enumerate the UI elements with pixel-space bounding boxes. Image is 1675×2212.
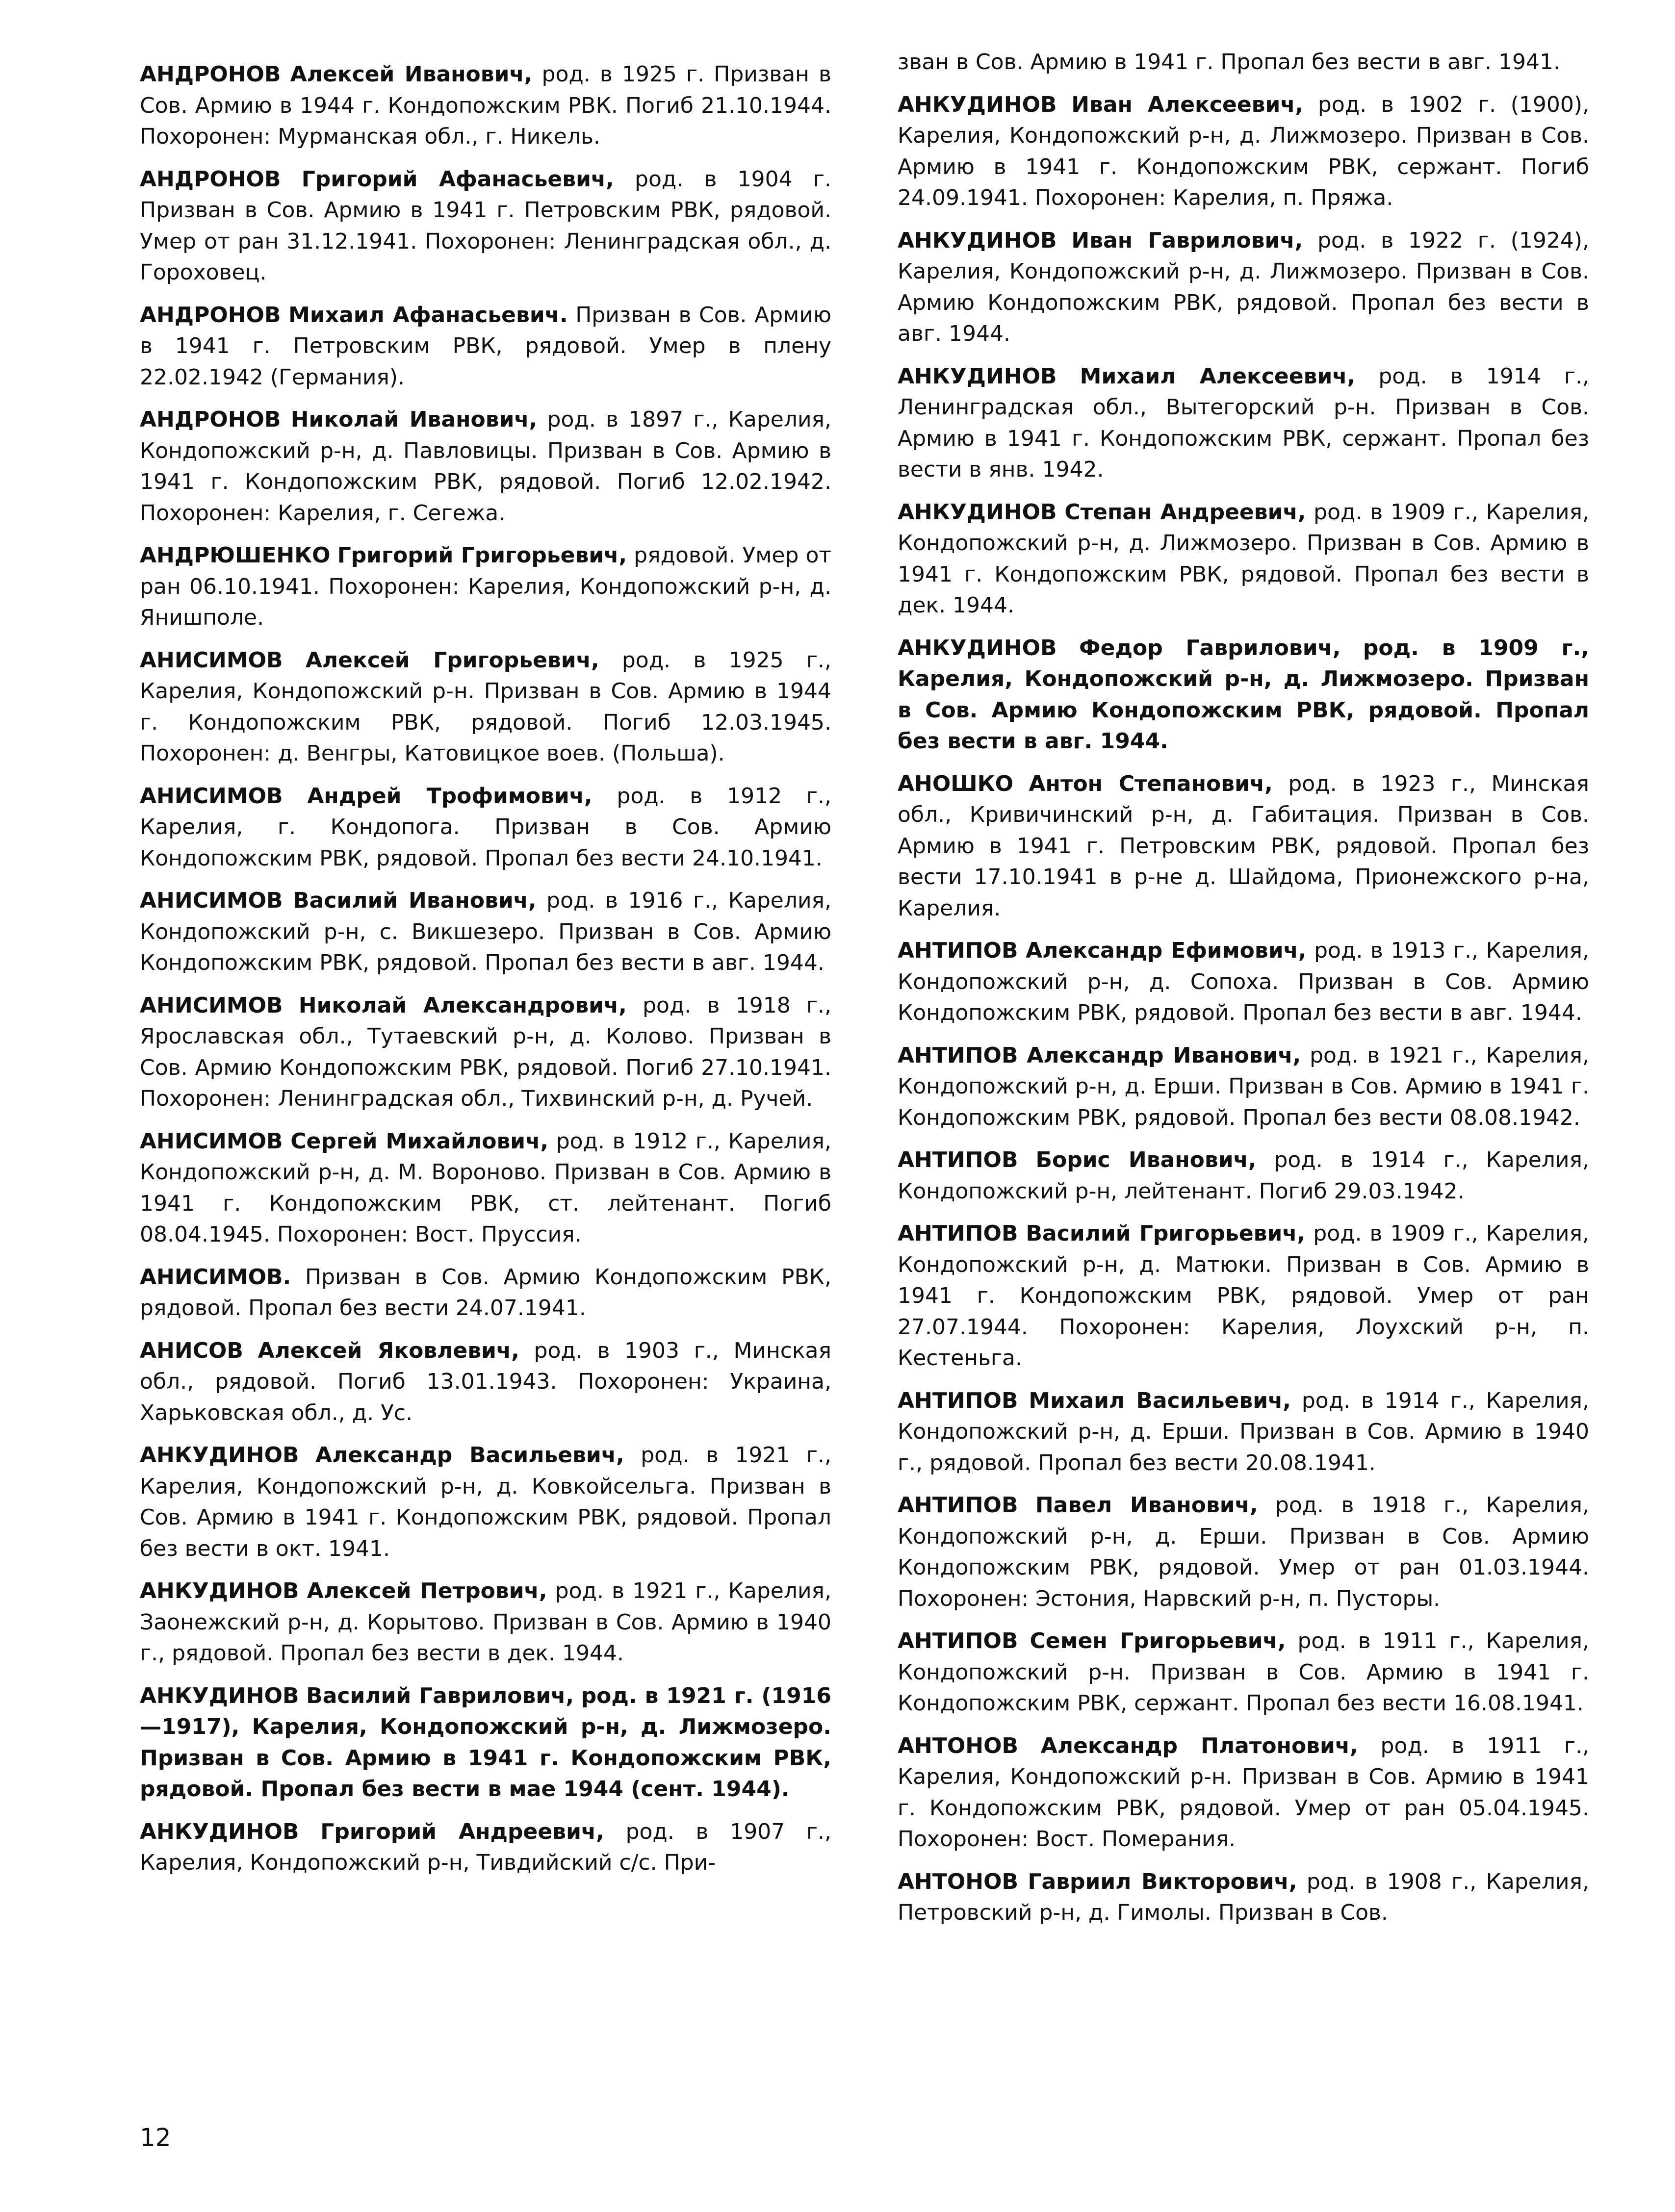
entry — [898, 768, 1589, 924]
entry-details: род. в 1911 г., Карелия, Кондопожский р-н. Призван в Сов. Армию в 1941 г. Кондопожским РВК, сержант. Пропал без вести 16.08.1941. — [898, 1628, 1589, 1716]
entry-details: род. в 1921 г., Карелия, Кондопожский р-н, д. Ерши. Призван в Сов. Армию в 1941 г. Кондопожским РВК, рядовой. Пропал без вести 08.08.1942. — [898, 1042, 1589, 1130]
entry-surname: АНИСИМОВ. — [140, 1264, 291, 1290]
entry-surname: АНДРОНОВ — [140, 62, 281, 87]
entry-details: род. в 1897 г., Карелия, Кондопожский р-н, д. Павловицы. Призван в Сов. Армию в 1941 г. Кондопожским РВК, рядовой. Погиб 12.02.1942. Похоронен: Карелия, г. Сегежа. — [140, 407, 831, 526]
entry-details: род. в 1923 г., Минская обл., Кривичинский р-н, д. Габитация. Призван в Сов. Армию в 1941 г. Петровским РВК, рядовой. Пропал без вести 17.10.1941 в р-не д. Шайдома, Прионежского р-на, Карелия. — [898, 771, 1589, 921]
left-column — [140, 59, 831, 1890]
entry — [140, 781, 831, 874]
entry-details: род. в 1914 г., Карелия, Кондопожский р-н, лейтенант. Погиб 29.03.1942. — [898, 1147, 1589, 1204]
entry-given-name: Андрей Трофимович, — [307, 783, 593, 809]
entry-details: род. в 1922 г. (1924), Карелия, Кондопожский р-н, д. Лижмозеро. Призван в Сов. Армию Кондопожским РВК, рядовой. Пропал без вести в авг. 1944. — [898, 228, 1589, 346]
entry-surname: АНКУДИНОВ — [140, 1443, 299, 1468]
entry — [140, 1440, 831, 1564]
entry-surname: АНКУДИНОВ — [140, 1578, 299, 1603]
entry-given-name: Григорий Афанасьевич, — [301, 166, 614, 192]
entry-details: род. в 1916 г., Карелия, Кондопожский р-н, с. Викшезеро. Призван в Сов. Армию Кондопожским РВК, рядовой. Пропал без вести в авг. 1944. — [140, 888, 831, 975]
entry — [140, 1262, 831, 1324]
entry-surname: АНИСИМОВ — [140, 783, 283, 809]
entry — [140, 59, 831, 153]
entry — [898, 47, 1589, 78]
entry-given-name: Алексей Яковлевич, — [258, 1338, 519, 1363]
entry-given-name: Иван Гаврилович, — [1071, 228, 1303, 253]
entry-details: род. в 1914 г., Карелия, Кондопожский р-н, д. Ерши. Призван в Сов. Армию в 1940 г., рядовой. Пропал без вести 20.08.1941. — [898, 1388, 1589, 1475]
entry — [140, 1126, 831, 1250]
entry-details: род. в 1918 г., Ярославская обл., Тутаевский р-н, д. Колово. Призван в Сов. Армию Кондопожским РВК, рядовой. Погиб 27.10.1941. Похоронен: Ленинградская обл., Тихвинский р-н, д. Ручей. — [140, 992, 831, 1111]
entry-details: Призван в Сов. Армию в 1941 г. Петровским РВК, рядовой. Умер в плену 22.02.1942 (Германия). — [140, 302, 831, 390]
entry-details: рядовой. Умер от ран 06.10.1941. Похоронен: Карелия, Кондопожский р-н, д. Янишполе. — [140, 543, 832, 630]
entry — [898, 935, 1589, 1029]
entry — [898, 1385, 1589, 1479]
entry-surname: АНКУДИНОВ — [898, 92, 1057, 117]
entry-surname: АНИСИМОВ — [140, 992, 283, 1018]
entry-details: род. в 1921 г., Карелия, Кондопожский р-н, д. Ковкойсельга. Призван в Сов. Армию в 1941 г. Кондопожским РВК, рядовой. Пропал без вести в окт. 1941. — [140, 1443, 831, 1561]
entry-details: род. в 1913 г., Карелия, Кондопожский р-н, д. Сопоха. Призван в Сов. Армию Кондопожским РВК, рядовой. Пропал без вести в авг. 1944. — [898, 938, 1589, 1025]
entry-surname: АНКУДИНОВ — [140, 1819, 299, 1844]
entry-given-name: Алексей Григорьевич, — [305, 647, 599, 673]
entry-surname: АНОШКО — [898, 771, 1014, 796]
entry-given-name: Семен Григорьевич, — [1030, 1628, 1286, 1653]
entry-surname: АНТИПОВ — [898, 1147, 1018, 1172]
entry-details: род. в 1921 г., Карелия, Заонежский р-н, д. Корытово. Призван в Сов. Армию в 1940 г., рядовой. Пропал без вести в дек. 1944. — [140, 1578, 832, 1666]
entry — [898, 1144, 1589, 1207]
entry-details: Призван в Сов. Армию Кондопожским РВК, рядовой. Пропал без вести 24.07.1941. — [140, 1264, 831, 1321]
entry-details: род. в 1914 г., Ленинградская обл., Вытегорский р-н. Призван в Сов. Армию в 1941 г. Кондопожским РВК, сержант. Пропал без вести в янв. 1942. — [898, 363, 1589, 482]
entry-surname: АНКУДИНОВ — [898, 499, 1057, 525]
right-column — [898, 47, 1589, 1940]
entry-details: род. в 1918 г., Карелия, Кондопожский р-н, д. Ерши. Призван в Сов. Армию Кондопожским РВК, рядовой. Умер от ран 01.03.1944. Похоронен: Эстония, Нарвский р-н, п. Пусторы. — [898, 1493, 1589, 1611]
entry — [140, 1335, 831, 1429]
entry — [140, 404, 831, 529]
entry-surname: АНИСИМОВ — [140, 647, 283, 673]
entry-given-name: Александр Платонович, — [1040, 1733, 1358, 1758]
entry — [140, 164, 831, 288]
entry-given-name: Александр Ефимович, — [1026, 938, 1307, 963]
entry — [898, 1730, 1589, 1855]
entry — [140, 885, 831, 979]
entry-details: род. в 1908 г., Карелия, Петровский р-н, д. Гимолы. Призван в Сов. — [898, 1869, 1589, 1925]
entry-given-name: Александр Васильевич, — [315, 1443, 624, 1468]
entry-details: род. в 1912 г., Карелия, г. Кондопога. Призван в Сов. Армию Кондопожским РВК, рядовой. Пропал без вести 24.10.1941. — [140, 783, 831, 871]
entry — [898, 1040, 1589, 1134]
entry — [898, 497, 1589, 621]
entry-surname: АНКУДИНОВ — [898, 635, 1057, 661]
entry-surname: АНТИПОВ — [898, 938, 1018, 963]
entry-surname: АНКУДИНОВ — [140, 1683, 299, 1708]
entry — [140, 1816, 831, 1879]
entry-given-name: Григорий Андреевич, — [320, 1819, 604, 1844]
entry-given-name: Михаил Васильевич, — [1029, 1388, 1291, 1413]
entry — [898, 89, 1589, 214]
entry-surname: АНИСИМОВ — [140, 888, 283, 913]
entry-details: род. в 1904 г. Призван в Сов. Армию в 1941 г. Петровским РВК, рядовой. Умер от ран 31.12.1941. Похоронен: Ленинградская обл., д. Гороховец. — [140, 166, 831, 285]
page-number: 12 — [140, 2123, 171, 2152]
entry-details: род. в 1911 г., Карелия, Кондопожский р-н. Призван в Сов. Армию в 1941 г. Кондопожским РВК, рядовой. Умер от ран 05.04.1945. Похоронен: Вост. Померания. — [898, 1733, 1589, 1852]
entry-given-name: Федор Гаврилович, — [1079, 635, 1341, 661]
entry-surname: АНКУДИНОВ — [898, 363, 1057, 389]
entry-given-name: Борис Иванович, — [1035, 1147, 1257, 1172]
entry-surname: АНТИПОВ — [898, 1221, 1018, 1246]
entry-surname: АНТИПОВ — [898, 1388, 1018, 1413]
entry-surname: АНКУДИНОВ — [898, 228, 1057, 253]
entry — [898, 361, 1589, 485]
entry — [898, 1626, 1589, 1719]
entry-surname: АНТОНОВ — [898, 1733, 1019, 1758]
entry-details: род. в 1912 г., Карелия, Кондопожский р-н, д. М. Вороново. Призван в Сов. Армию в 1941 г. Кондопожским РВК, ст. лейтенант. Погиб 08.04.1945. Похоронен: Вост. Пруссия. — [140, 1128, 831, 1247]
entry — [898, 1866, 1589, 1929]
entry-given-name: Иван Алексеевич, — [1071, 92, 1304, 117]
entry-surname: АНИСИМОВ — [140, 1128, 283, 1154]
entry — [898, 1218, 1589, 1374]
entry-surname: АНТИПОВ — [898, 1493, 1018, 1518]
entry-details: род. в 1909 г., Карелия, Кондопожский р-н, д. Лижмозеро. Призван в Сов. Армию Кондопожским РВК, рядовой. Пропал без вести в авг. 1944. — [898, 635, 1589, 754]
entry-given-name: Николай Александрович, — [298, 992, 627, 1018]
entry-given-name: Григорий Григорьевич, — [337, 543, 627, 568]
entry-given-name: Михаил Алексеевич, — [1080, 363, 1356, 389]
entry — [140, 990, 831, 1115]
entry-given-name: Михаил Афанасьевич. — [288, 302, 568, 328]
entry-details: род. в 1921 г. (1916—1917), Карелия, Кондопожский р-н, д. Лижмозеро. Призван в Сов. Армию в 1941 г. Кондопожским РВК, рядовой. Пропал без вести в мае 1944 (сент. 1944). — [140, 1683, 831, 1802]
entry-surname: АНТИПОВ — [898, 1042, 1018, 1068]
entry — [140, 540, 831, 634]
entry-surname: АНДРЮШЕНКО — [140, 543, 331, 568]
entry-surname: АНИСОВ — [140, 1338, 243, 1363]
entry-given-name: Гавриил Викторович, — [1028, 1869, 1297, 1894]
entry-details: род. в 1909 г., Карелия, Кондопожский р-н, д. Матюки. Призван в Сов. Армию в 1941 г. Кондопожским РВК, рядовой. Умер от ран 27.07.1944. Похоронен: Карелия, Лоухский р-н, п. Кестеньга. — [898, 1221, 1589, 1371]
entry — [898, 633, 1589, 757]
entry — [140, 645, 831, 769]
entry-given-name: Степан Андреевич, — [1064, 499, 1306, 525]
entry-given-name: Василий Гаврилович, — [306, 1683, 574, 1708]
entry — [898, 225, 1589, 350]
entry-details: род. в 1903 г., Минская обл., рядовой. Погиб 13.01.1943. Похоронен: Украина, Харьковская обл., д. Ус. — [140, 1338, 831, 1425]
entry-surname: АНТИПОВ — [898, 1628, 1018, 1653]
entry-surname: АНДРОНОВ — [140, 302, 281, 328]
entry-surname: АНТОНОВ — [898, 1869, 1019, 1894]
entry-given-name: Сергей Михайлович, — [290, 1128, 549, 1154]
entry-given-name: Алексей Петрович, — [307, 1578, 547, 1603]
entry — [140, 1576, 831, 1669]
entry — [140, 300, 831, 393]
entry-details: род. в 1925 г. Призван в Сов. Армию в 1944 г. Кондопожским РВК. Погиб 21.10.1944. Похоронен: Мурманская обл., г. Никель. — [140, 62, 831, 149]
entry-given-name: Павел Иванович, — [1035, 1493, 1258, 1518]
entry-details: род. в 1909 г., Карелия, Кондопожский р-н, д. Лижмозеро. Призван в Сов. Армию в 1941 г. Кондопожским РВК, рядовой. Пропал без вести в дек. 1944. — [898, 499, 1589, 618]
entry-details: зван в Сов. Армию в 1941 г. Пропал без вести в авг. 1941. — [898, 50, 1560, 75]
entry-given-name: Алексей Иванович, — [290, 62, 533, 87]
entry — [140, 1680, 831, 1805]
entry-given-name: Василий Григорьевич, — [1026, 1221, 1306, 1246]
entry-surname: АНДРОНОВ — [140, 166, 281, 192]
entry-surname: АНДРОНОВ — [140, 407, 281, 432]
entry — [898, 1490, 1589, 1614]
entry-details: род. в 1925 г., Карелия, Кондопожский р-н. Призван в Сов. Армию в 1944 г. Кондопожским РВК, рядовой. Погиб 12.03.1945. Похоронен: д. Венгры, Катовицкое воев. (Польша). — [140, 647, 831, 766]
entry-details: род. в 1907 г., Карелия, Кондопожский р-н, Тивдийский с/с. При- — [140, 1819, 831, 1875]
entry-details: род. в 1902 г. (1900), Карелия, Кондопожский р-н, д. Лижмозеро. Призван в Сов. Армию в 1941 г. Кондопожским РВК, сержант. Погиб 24.09.1941. Похоронен: Карелия, п. Пряжа. — [898, 92, 1589, 210]
entry-given-name: Александр Иванович, — [1027, 1042, 1301, 1068]
entry-given-name: Николай Иванович, — [290, 407, 538, 432]
entry-given-name: Василий Иванович, — [293, 888, 537, 913]
entry-given-name: Антон Степанович, — [1029, 771, 1273, 796]
